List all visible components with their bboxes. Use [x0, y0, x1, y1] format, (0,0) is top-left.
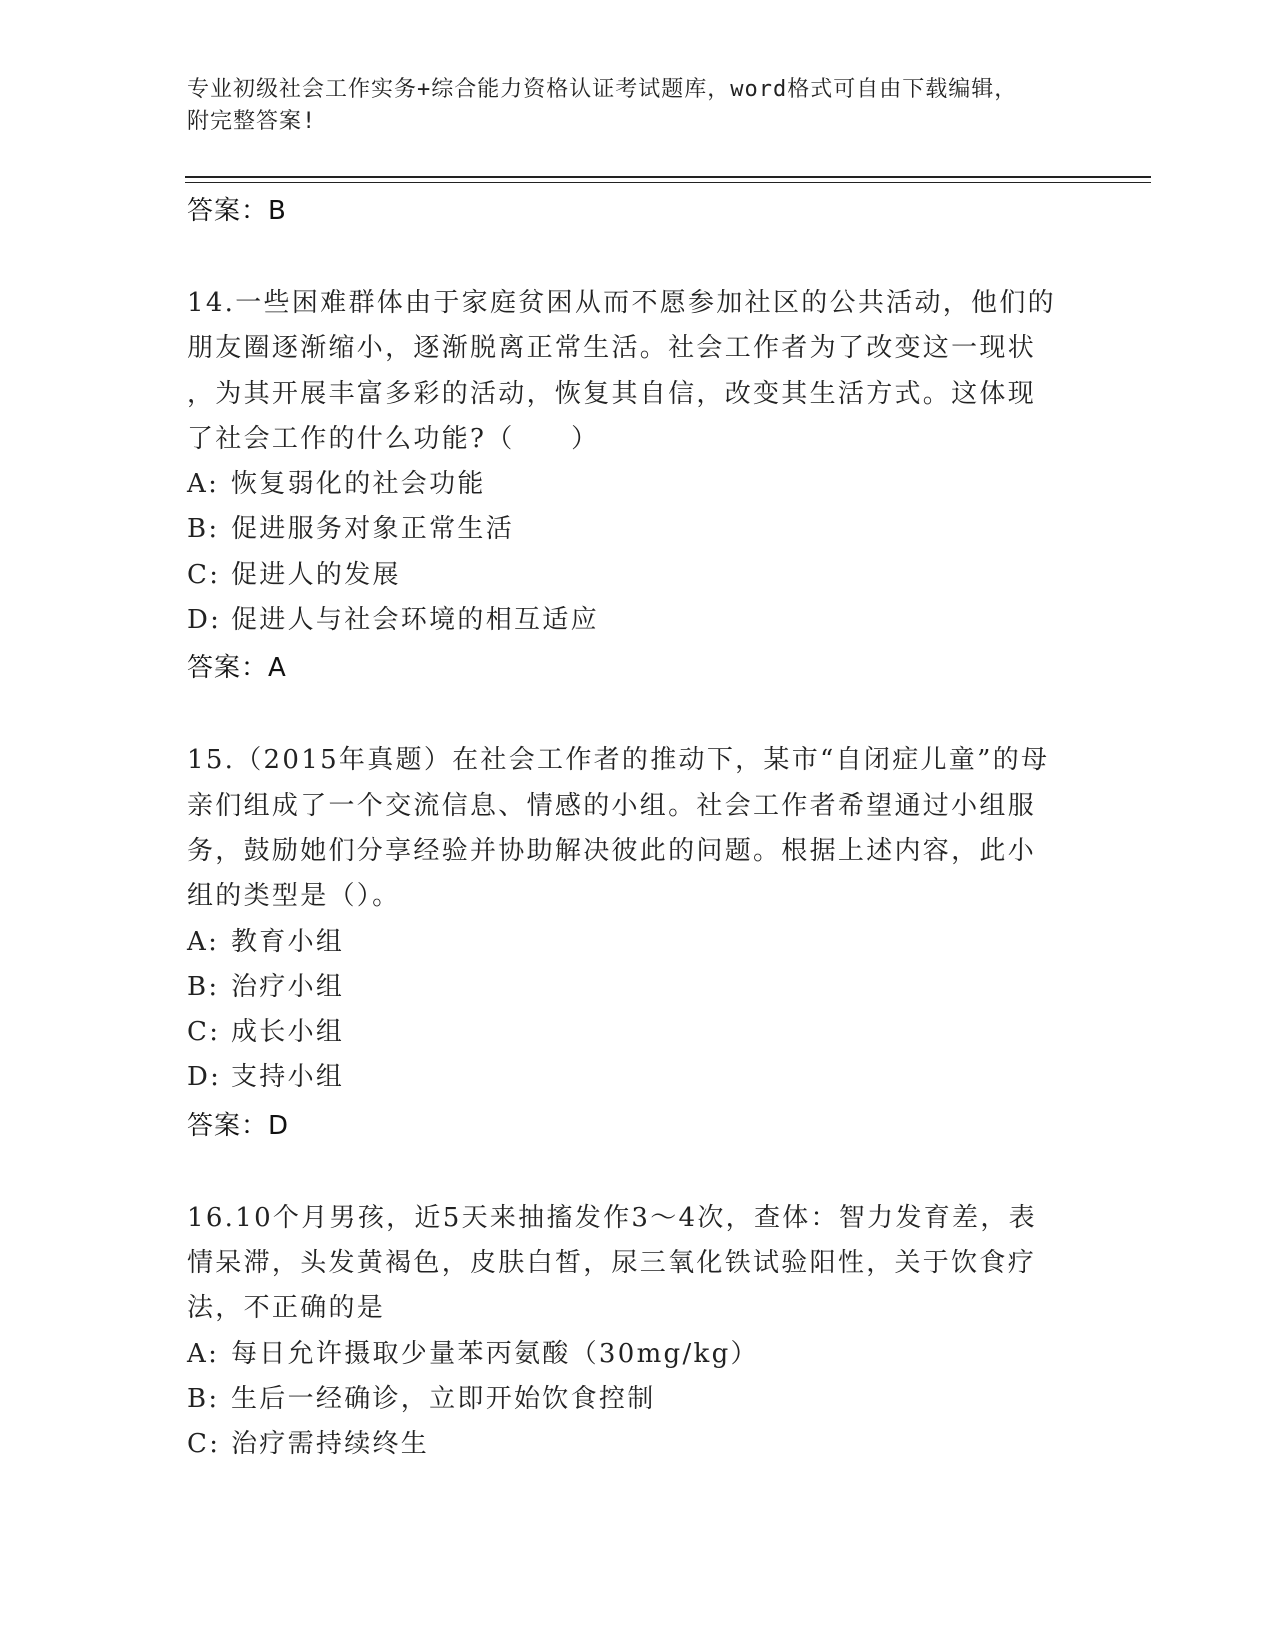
option-text: 生后一经确诊，立即开始饮食控制: [231, 1383, 656, 1414]
page-header: [187, 74, 1087, 138]
option-letter: C:: [187, 559, 221, 590]
option-letter: B:: [187, 971, 220, 1002]
option-text: 促进人与社会环境的相互适应: [231, 605, 599, 636]
option-letter: B:: [187, 1383, 220, 1414]
question-16: [187, 1196, 1087, 1468]
stem-line: 法，不正确的是: [187, 1293, 386, 1324]
option-text: 教育小组: [231, 926, 345, 957]
stem-line: 16.10个月男孩，近5天来抽搐发作3～4次，查体：智力发育差，表: [187, 1202, 1037, 1233]
header-line-2: 附完整答案!: [187, 109, 317, 134]
option-text: 治疗需持续终生: [231, 1429, 430, 1460]
header-divider-thin: [185, 182, 1151, 183]
option-b: [187, 965, 1087, 1010]
question-stem: [187, 738, 1087, 919]
option-text: 促进人的发展: [231, 559, 401, 590]
option-a: [187, 462, 1087, 507]
option-letter: A:: [187, 469, 220, 500]
answer-line: 答案：A: [187, 653, 287, 684]
option-text: 恢复弱化的社会功能: [231, 469, 486, 500]
stem-line: 务，鼓励她们分享经验并协助解决彼此的问题。根据上述内容，此小: [187, 835, 1037, 866]
stem-line: ，为其开展丰富多彩的活动，恢复其自信，改变其生活方式。这体现: [187, 378, 1037, 409]
option-letter: A:: [187, 1338, 220, 1369]
option-letter: D:: [187, 605, 222, 636]
stem-line: 亲们组成了一个交流信息、情感的小组。社会工作者希望通过小组服: [187, 790, 1037, 821]
option-text: 成长小组: [231, 1017, 345, 1048]
option-letter: C:: [187, 1017, 221, 1048]
option-b: [187, 507, 1087, 552]
question-stem: [187, 281, 1087, 462]
answer-line: 答案：D: [187, 1110, 290, 1141]
option-b: [187, 1377, 1087, 1422]
header-divider-thick: [185, 176, 1151, 178]
option-d: [187, 598, 1087, 643]
stem-line: 了社会工作的什么功能?（ ）: [187, 423, 600, 454]
question-content: [187, 186, 1087, 1468]
option-text: 促进服务对象正常生活: [231, 514, 515, 545]
question-14: [187, 281, 1087, 693]
option-text: 治疗小组: [231, 971, 345, 1002]
stem-line: 组的类型是（）。: [187, 881, 401, 912]
question-stem: [187, 1196, 1087, 1332]
option-letter: C:: [187, 1429, 221, 1460]
stem-line: 14.一些困难群体由于家庭贫困从而不愿参加社区的公共活动，他们的: [187, 288, 1056, 318]
option-c: [187, 553, 1087, 598]
option-letter: B:: [187, 514, 220, 545]
option-c: [187, 1010, 1087, 1055]
option-a: [187, 920, 1087, 965]
stem-line: 情呆滞，头发黄褐色，皮肤白皙，尿三氧化铁试验阳性，关于饮食疗: [187, 1248, 1037, 1279]
option-a: [187, 1332, 1087, 1377]
option-text: 支持小组: [231, 1062, 345, 1093]
stem-line: 15.（2015年真题）在社会工作者的推动下，某市“自闭症儿童”的母: [187, 745, 1050, 776]
question-15: [187, 738, 1087, 1150]
option-d: [187, 1055, 1087, 1100]
option-c: [187, 1422, 1087, 1467]
header-line-1: 专业初级社会工作实务+综合能力资格认证考试题库，word格式可自由下载编辑，: [187, 77, 1018, 102]
option-letter: D:: [187, 1062, 222, 1093]
option-letter: A:: [187, 926, 220, 957]
answer-line-13: 答案：B: [187, 196, 287, 226]
option-text: 每日允许摄取少量苯丙氨酸（30mg/kg）: [231, 1338, 759, 1369]
stem-line: 朋友圈逐渐缩小，逐渐脱离正常生活。社会工作者为了改变这一现状: [187, 333, 1037, 364]
